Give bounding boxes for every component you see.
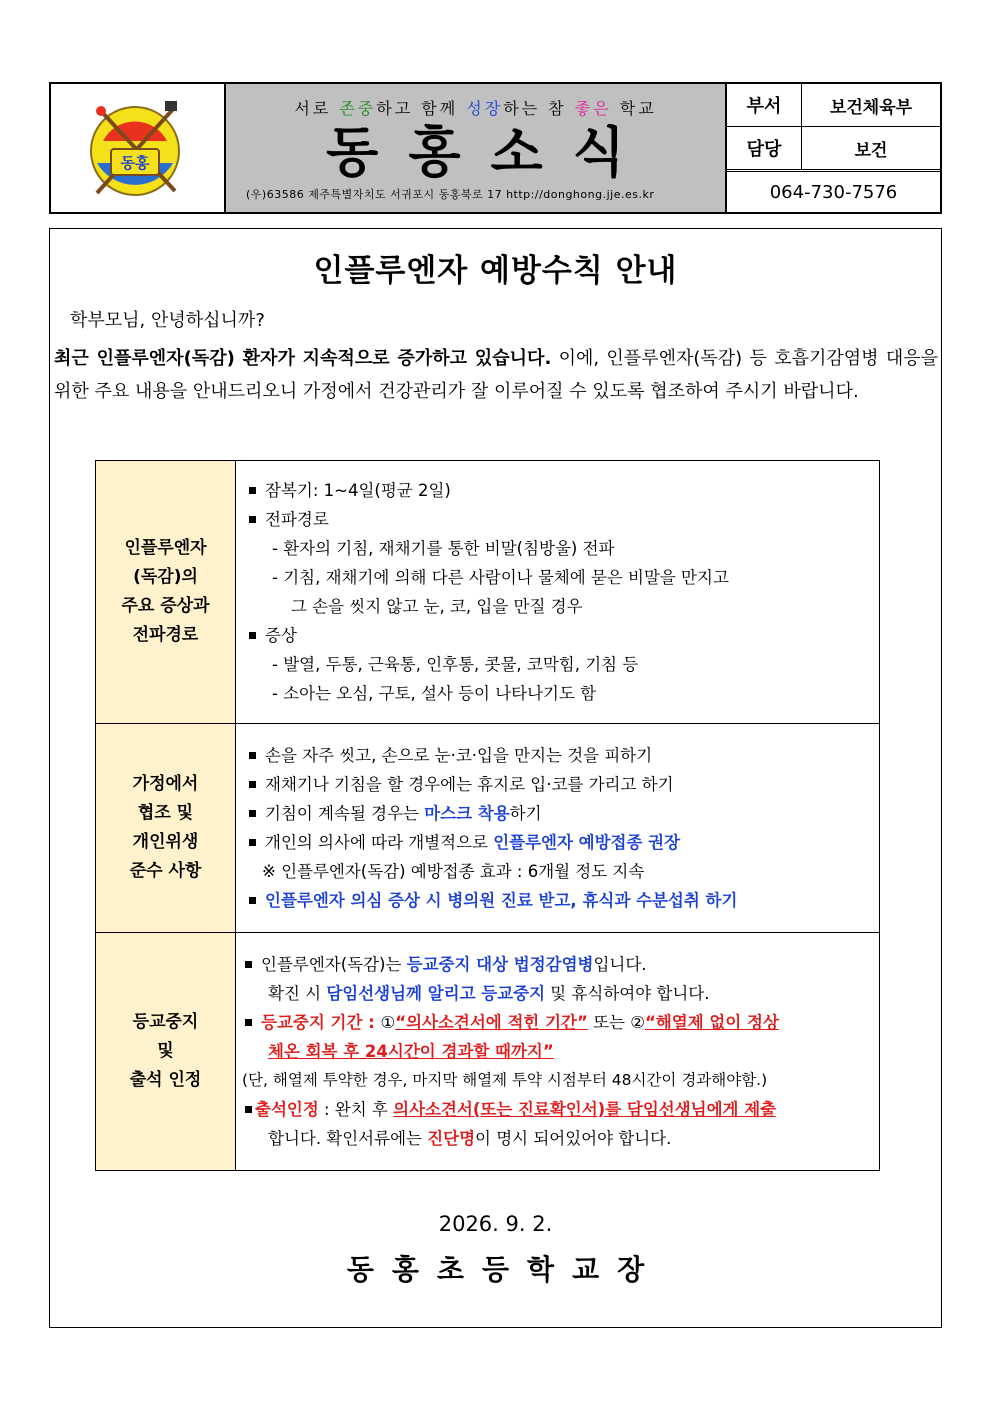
- logo-text: 동홍: [120, 154, 149, 172]
- greeting: 학부모님, 안녕하십니까?: [70, 310, 265, 331]
- list-item: 개인의 의사에 따라 개별적으로 인플루엔자 예방접종 권장: [246, 828, 871, 857]
- square-bullet-icon: [249, 516, 256, 523]
- contact-value: 보건: [854, 140, 888, 161]
- section-heading: 가정에서 협조 및 개인위생 준수 사항: [96, 724, 236, 933]
- school-logo-cell: [51, 84, 226, 212]
- list-item: 재채기나 기침을 할 경우에는 휴지로 입·코를 가리고 하기: [246, 770, 871, 799]
- document-title: 인플루엔자 예방수칙 안내: [313, 253, 678, 289]
- intro-paragraph: [54, 342, 938, 408]
- square-bullet-icon: [249, 487, 256, 494]
- square-bullet-icon: [249, 839, 256, 846]
- square-bullet-icon: [245, 1019, 252, 1026]
- list-item: 증상: [246, 621, 871, 650]
- list-item: 인플루엔자(독감)는 등교중지 대상 법정감염병입니다.: [242, 950, 871, 979]
- department-row: [727, 84, 940, 127]
- list-subitem: 확진 시 담임선생님께 알리고 등교중지 및 휴식하여야 합니다.: [268, 984, 710, 1003]
- notice-body: [49, 228, 942, 1328]
- department-value: 보건체육부: [829, 97, 913, 118]
- table-row: [96, 933, 880, 1171]
- list-item: 기침이 계속될 경우는 마스크 착용하기: [246, 799, 871, 828]
- issue-date: 2026. 9. 2.: [438, 1212, 553, 1236]
- square-bullet-icon: [245, 1106, 252, 1113]
- section-heading: 인플루엔자 (독감)의 주요 증상과 전파경로: [96, 461, 236, 724]
- contact-row: [727, 127, 940, 172]
- school-logo: [83, 93, 193, 203]
- table-row: [96, 461, 880, 724]
- square-bullet-icon: [249, 781, 256, 788]
- department-label: 부서: [727, 84, 802, 126]
- principal-signature: 동홍초등학교장: [346, 1253, 663, 1286]
- list-subitem: - 기침, 재채기에 의해 다른 사람이나 물체에 묻은 비말을 만지고: [272, 568, 729, 587]
- list-note: (단, 해열제 투약한 경우, 마지막 해열제 투약 시점부터 48시간이 경과해야함.): [242, 1071, 768, 1089]
- list-subitem: 합니다. 확인서류에는 진단명이 명시 되어있어야 합니다.: [268, 1129, 672, 1148]
- guide-table: [95, 460, 880, 1171]
- list-item: 인플루엔자 의심 증상 시 병의원 진료 받고, 휴식과 수분섭취 하기: [246, 886, 871, 915]
- list-item: 잠복기: 1~4일(평균 2일): [246, 476, 871, 505]
- contact-label: 담당: [727, 127, 802, 169]
- contact-info: [727, 84, 940, 212]
- table-row: [96, 724, 880, 933]
- intro-bold: 최근 인플루엔자(독감) 환자가 지속적으로 증가하고 있습니다.: [54, 348, 552, 369]
- list-item: 전파경로: [246, 505, 871, 534]
- phone-number: 064-730-7576: [769, 181, 898, 203]
- square-bullet-icon: [249, 632, 256, 639]
- list-item: 손을 자주 씻고, 손으로 눈·코·입을 만지는 것을 피하기: [246, 741, 871, 770]
- list-subitem: - 발열, 두통, 근육통, 인후통, 콧물, 코막힘, 기침 등: [272, 655, 639, 674]
- list-item: 출석인정 : 완치 후 의사소견서(또는 진료확인서)를 담임선생님에게 제출: [242, 1095, 871, 1124]
- title-cell: [226, 84, 727, 212]
- list-subitem: - 소아는 오심, 구토, 설사 등이 나타나기도 함: [272, 684, 597, 703]
- newsletter-header: [49, 82, 942, 214]
- section-content: [236, 461, 880, 724]
- list-subitem: 체온 회복 후 24시간이 경과할 때까지”: [268, 1042, 554, 1061]
- square-bullet-icon: [249, 752, 256, 759]
- intro-rest: 이에, 인플루엔자(독감) 등 호흡기감염병 대응을 위한 주요 내용을 안내드리오니 가정에서 건강관리가 잘 이루어질 수 있도록 협조하여 주시기 바랍니다.: [54, 348, 939, 402]
- school-address: (우)63586 제주특별자치도 서귀포시 동홍북로 17 http://donghong.jje.es.kr: [246, 188, 655, 201]
- school-motto: 서로 존중하고 함께 성장하는 참 좋은 학교: [294, 99, 657, 118]
- list-item: 등교중지 기간 : ①“의사소견서에 적힌 기간” 또는 ②“해열제 없이 정상: [242, 1008, 871, 1037]
- square-bullet-icon: [249, 810, 256, 817]
- square-bullet-icon: [249, 897, 256, 904]
- section-content: [236, 933, 880, 1171]
- list-subitem: - 환자의 기침, 재채기를 통한 비말(침방울) 전파: [272, 539, 615, 558]
- section-content: [236, 724, 880, 933]
- section-heading: 등교중지 및 출석 인정: [96, 933, 236, 1171]
- list-subitem: 그 손을 씻지 않고 눈, 코, 입을 만질 경우: [291, 597, 583, 616]
- square-bullet-icon: [245, 961, 252, 968]
- list-note: ※ 인플루엔자(독감) 예방접종 효과 : 6개월 정도 지속: [262, 862, 645, 881]
- newsletter-title: 동홍소식: [326, 120, 655, 184]
